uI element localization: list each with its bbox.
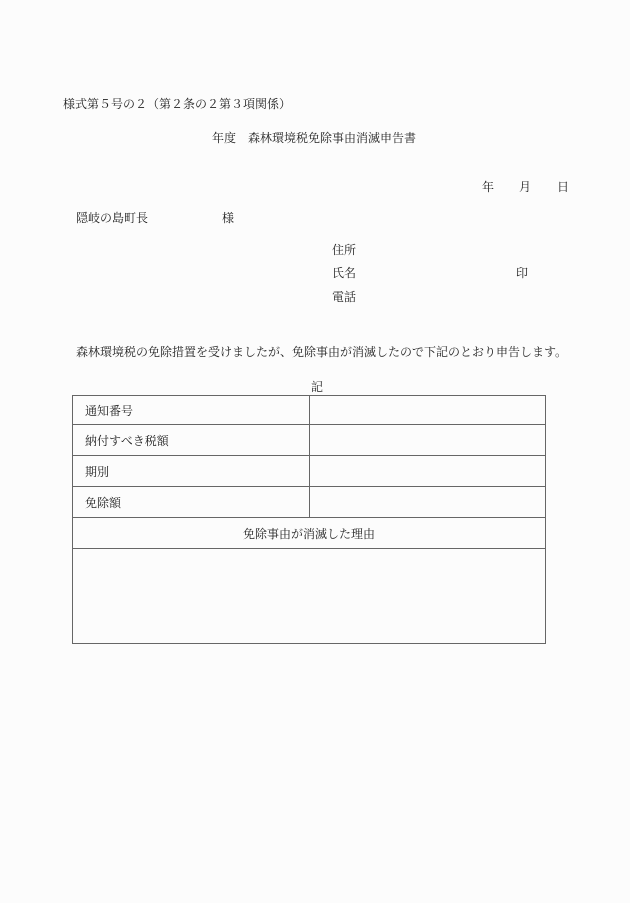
statement-text: 森林環境税の免除措置を受けましたが、免除事由が消滅したので下記のとおり申告します。 [76, 345, 568, 359]
applicant-address-label: 住所 [332, 243, 357, 257]
table-row [73, 487, 546, 518]
seal-label: 印 [516, 266, 529, 280]
table-row [73, 396, 546, 425]
period-field[interactable] [310, 456, 546, 487]
table-row [73, 549, 546, 644]
form-number: 様式第５号の２（第２条の２第３項関係） [63, 97, 292, 111]
details-table [72, 395, 546, 644]
ki-heading: 記 [311, 380, 324, 394]
honorific: 様 [222, 211, 235, 225]
table-row [73, 425, 546, 456]
table-row [73, 456, 546, 487]
notice-number-label: 通知番号 [73, 396, 310, 425]
table-row [73, 518, 546, 549]
exemption-amount-field[interactable] [310, 487, 546, 518]
date-month-label: 月 [519, 180, 532, 194]
addressee: 隠岐の島町長 [76, 211, 149, 225]
period-label: 期別 [73, 456, 310, 487]
notice-number-field[interactable] [310, 396, 546, 425]
tax-amount-label: 納付すべき税額 [73, 425, 310, 456]
date-day-label: 日 [557, 180, 570, 194]
reason-header: 免除事由が消滅した理由 [73, 518, 546, 549]
document-title: 年度 森林環境税免除事由消滅申告書 [212, 131, 417, 145]
exemption-amount-label: 免除額 [73, 487, 310, 518]
applicant-name-label: 氏名 [332, 266, 357, 280]
tax-amount-field[interactable] [310, 425, 546, 456]
date-year-label: 年 [482, 180, 495, 194]
reason-field[interactable] [73, 549, 546, 644]
applicant-phone-label: 電話 [332, 290, 357, 304]
